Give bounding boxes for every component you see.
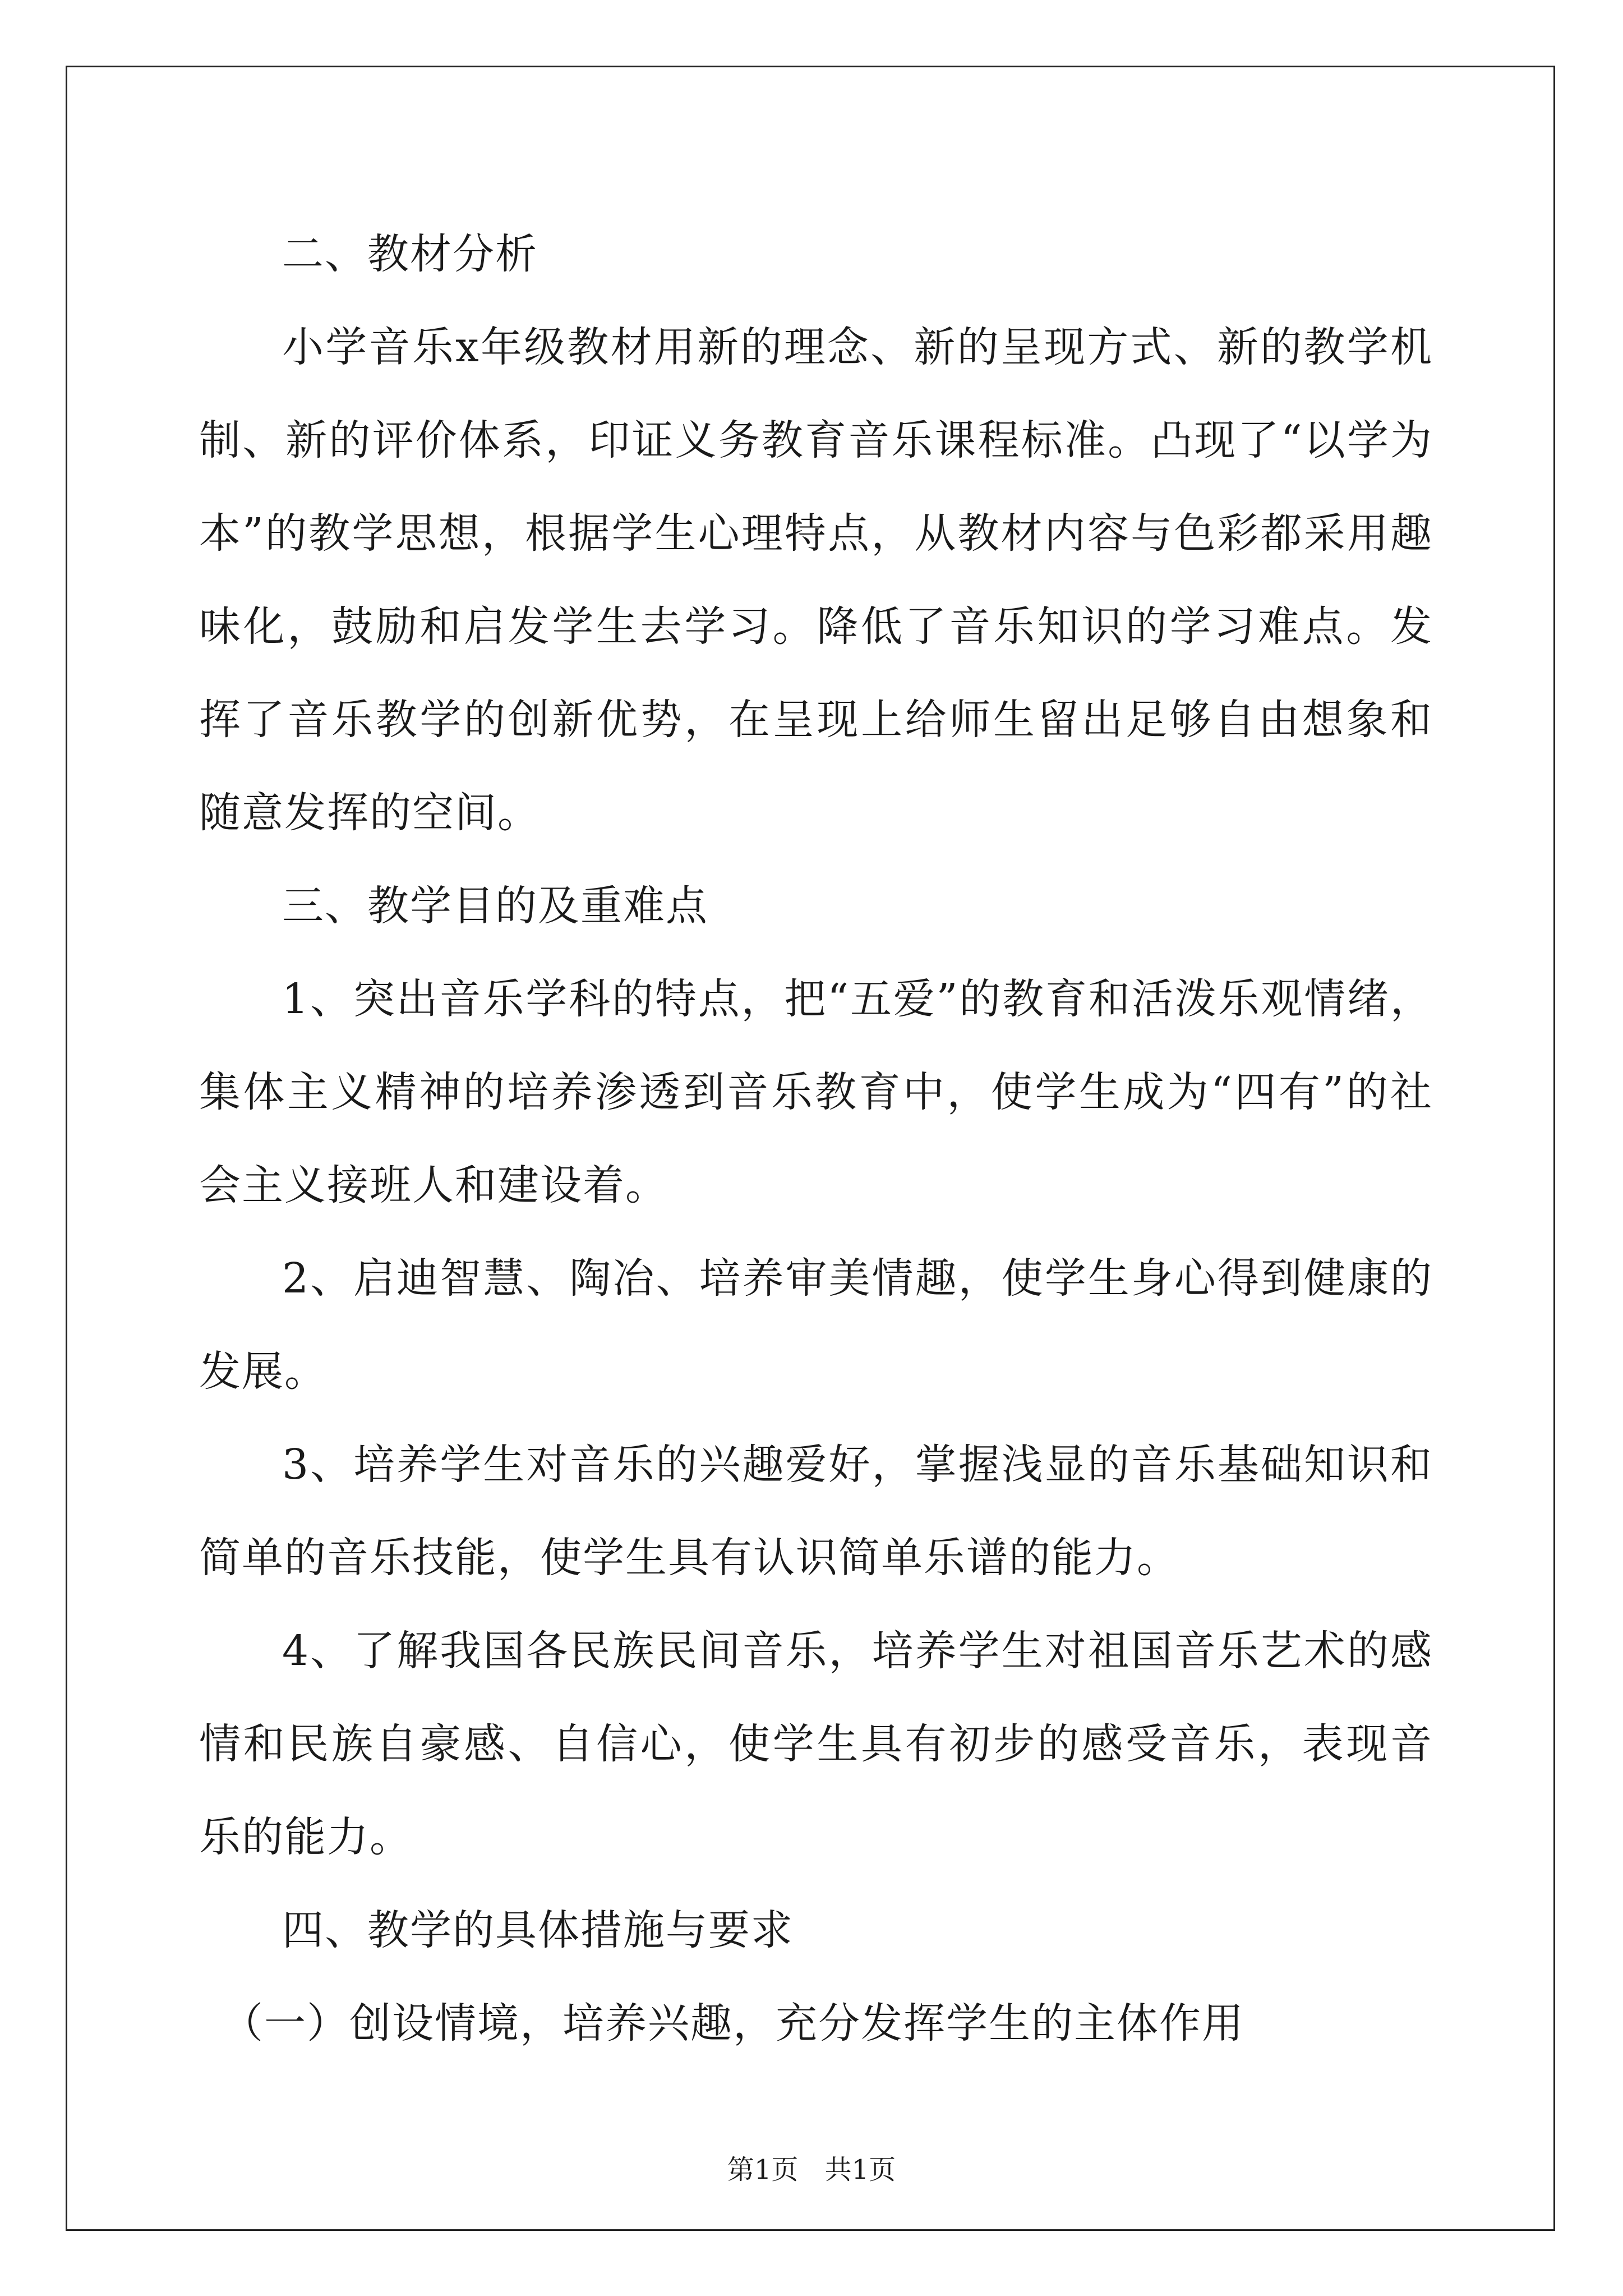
goal-item-4: 4、了解我国各民族民间音乐，培养学生对祖国音乐艺术的感情和民族自豪感、自信心，使学生具有初步的感受音乐，表现音乐的能力。 (199, 1627, 1433, 1861)
goal-item-3: 3、培养学生对音乐的兴趣爱好，掌握浅显的音乐基础知识和简单的音乐技能，使学生具有认识简单乐谱的能力。 (199, 1441, 1433, 1582)
goal-item-2: 2、启迪智慧、陶冶、培养审美情趣，使学生身心得到健康的发展。 (199, 1254, 1433, 1396)
page-number-current: 第1页 (727, 2154, 799, 2185)
section-heading-teaching-goals: 三、教学目的及重难点 (282, 882, 708, 930)
section-heading-measures: 四、教学的具体措施与要求 (282, 1906, 794, 1954)
subsection-heading-1: （一）创设情境，培养兴趣，充分发挥学生的主体作用 (222, 1999, 1244, 2047)
page-footer (0, 2153, 1623, 2187)
section-heading-textbook-analysis: 二、教材分析 (282, 230, 538, 278)
goal-item-1: 1、突出音乐学科的特点，把“五爱”的教育和活泼乐观情绪，集体主义精神的培养渗透到音乐教育中，使学生成为“四有”的社会主义接班人和建设着。 (199, 975, 1433, 1209)
paragraph-textbook-analysis: 小学音乐x年级教材用新的理念、新的呈现方式、新的教学机制、新的评价体系，印证义务教育音乐课程标准。凸现了“以学为本”的教学思想，根据学生心理特点，从教材内容与色彩都采用趣味化，鼓励和启发学生去学习。降低了音乐知识的学习难点。发挥了音乐教学的创新优势，在呈现上给师生留出足够自由想象和随意发挥的空间。 (199, 323, 1433, 837)
page-number-total: 共1页 (824, 2154, 896, 2185)
document-body (199, 208, 1433, 2070)
